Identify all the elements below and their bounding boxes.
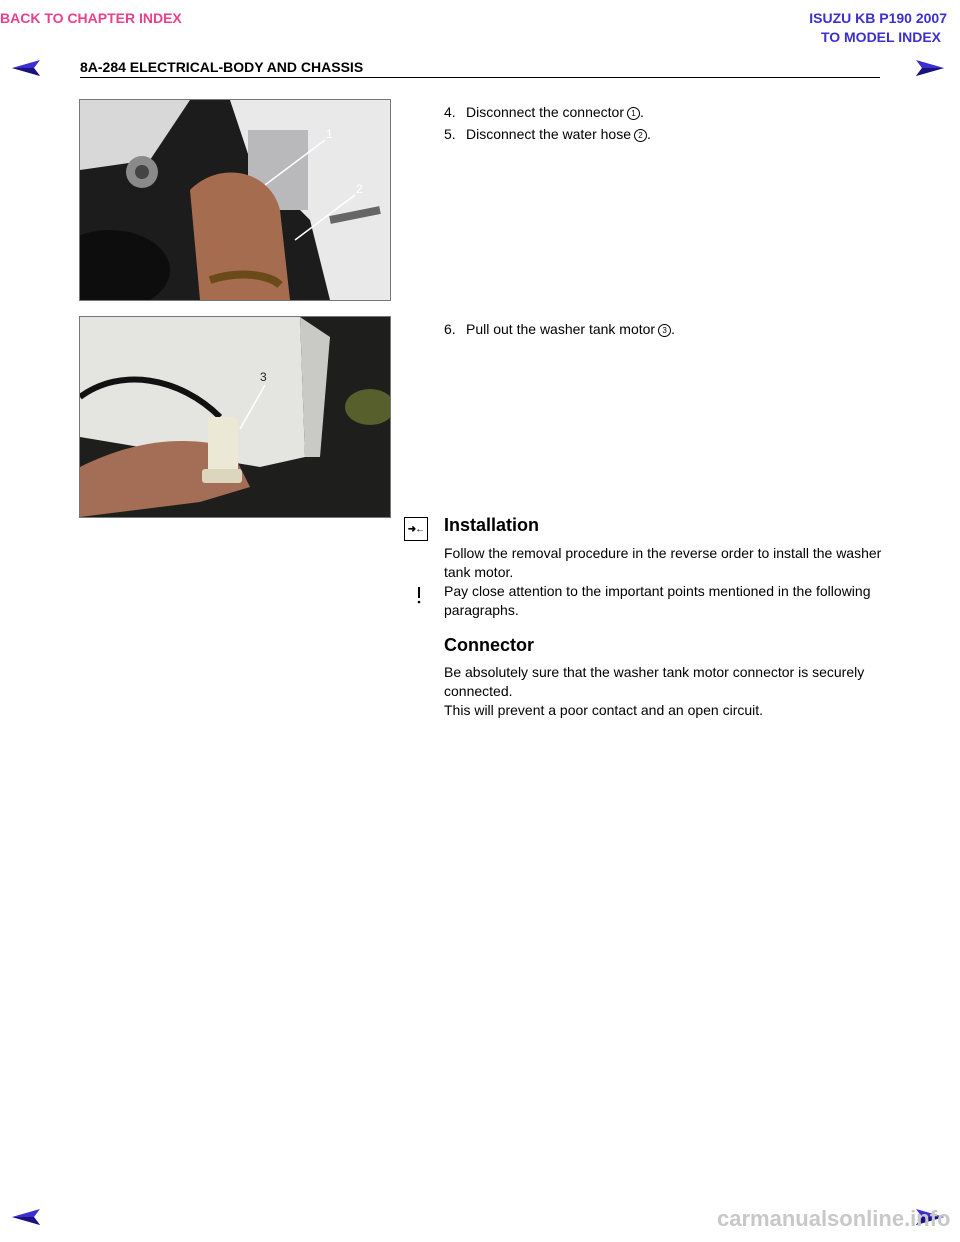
step-text: Pull out the washer tank motor	[466, 321, 656, 337]
installation-text: Follow the removal procedure in the reverse order to install the washer tank motor.	[444, 545, 882, 580]
connector-heading: Connector	[444, 635, 534, 655]
prev-page-arrow-icon[interactable]	[10, 58, 42, 78]
connector-text: Be absolutely sure that the washer tank motor connector is securely connected.	[444, 664, 865, 699]
installation-caution-text: Pay close attention to the important points mentioned in the following paragraphs.	[444, 583, 871, 618]
connector-text-2: This will prevent a poor contact and an open circuit.	[444, 702, 764, 718]
callout-marker: 2	[634, 129, 647, 142]
step-4: 4. Disconnect the connector 1 .	[444, 104, 644, 120]
model-title-link[interactable]: ISUZU KB P190 2007	[809, 10, 947, 26]
step-number: 6.	[444, 321, 456, 337]
washer-motor-photo	[79, 316, 391, 518]
installation-heading: Installation	[444, 515, 540, 535]
photo1-label-2: 2	[356, 182, 363, 196]
step-number: 4.	[444, 104, 456, 120]
header-divider	[80, 77, 880, 78]
watermark: carmanualsonline.info	[717, 1206, 951, 1231]
prev-page-bottom-arrow-icon[interactable]	[10, 1207, 42, 1227]
photo2-label-3: 3	[260, 370, 267, 384]
callout-marker: 3	[658, 324, 671, 337]
next-page-arrow-icon[interactable]	[914, 58, 946, 78]
callout-marker: 1	[627, 107, 640, 120]
step-text: Disconnect the connector	[466, 104, 624, 120]
photo1-label-1: 1	[326, 127, 333, 141]
to-model-index-link[interactable]: TO MODEL INDEX	[820, 29, 941, 45]
page-header-title: 8A-284 ELECTRICAL-BODY AND CHASSIS	[80, 59, 364, 75]
connector-hose-photo	[79, 99, 391, 301]
step-5: 5. Disconnect the water hose 2 .	[444, 126, 651, 142]
back-to-chapter-index-link[interactable]: BACK TO CHAPTER INDEX	[0, 10, 182, 26]
step-number: 5.	[444, 126, 456, 142]
step-6: 6. Pull out the washer tank motor 3 .	[444, 321, 675, 337]
reverse-arrows-icon: ➜←	[404, 517, 428, 541]
step-text: Disconnect the water hose	[466, 126, 631, 142]
warning-icon	[409, 584, 429, 606]
